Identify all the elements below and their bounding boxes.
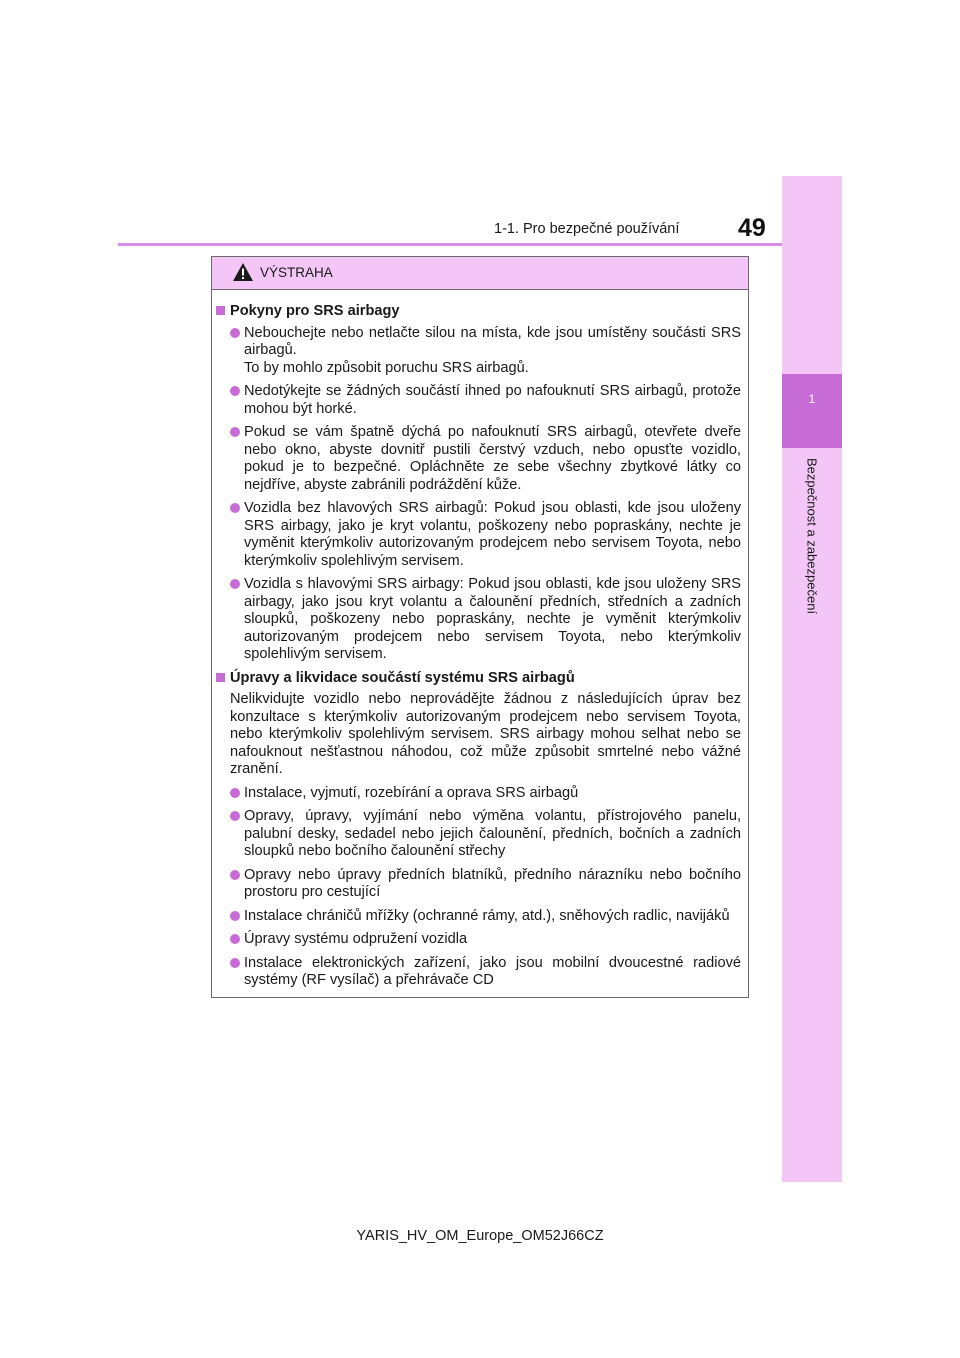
bullet-dot bbox=[230, 870, 240, 880]
list-item bbox=[216, 808, 741, 861]
list-item-text: Nebouchejte nebo netlačte silou na místa, kde jsou umístěny součásti SRS airbagů. bbox=[244, 324, 741, 358]
list-item bbox=[216, 955, 741, 990]
list-item-text: Pokud se vám špatně dýchá po nafouknutí SRS airbagů, otevřete dveře nebo okno, abyste dovnitř pustili čerstvý vzduch, nebo opusťte vozidlo, pokud je to bezpečné. Opláchněte ze sebe všechny zbytkové látky co nejdříve, abyste zabránili podráždění kůže. bbox=[244, 424, 741, 493]
section-heading bbox=[216, 303, 741, 321]
chapter-title: Bezpečnost a zabezpečení bbox=[804, 457, 820, 615]
list-item bbox=[216, 500, 741, 570]
bullet-dot bbox=[230, 934, 240, 944]
bullet-dot bbox=[230, 788, 240, 798]
list-item bbox=[216, 867, 741, 902]
list-item bbox=[216, 785, 741, 803]
section-marker bbox=[216, 306, 225, 315]
section-heading-text: Úpravy a likvidace součástí systému SRS airbagů bbox=[230, 669, 575, 686]
list-item bbox=[216, 325, 741, 378]
list-item-text: Vozidla s hlavovými SRS airbagy: Pokud jsou oblasti, kde jsou uloženy SRS airbagy, jako jsou kryt volantu a čalounění předních, středních a zadních sloupků, poškozeny nebo popraskány, nechte je vyměnit kterýmkoliv autorizovaným prodejcem nebo servisem Toyota, nebo kterýmkoliv spolehlivým servisem. bbox=[244, 576, 741, 662]
list-item bbox=[216, 931, 741, 949]
warning-title: VÝSTRAHA bbox=[260, 265, 333, 280]
list-item-text: Instalace elektronických zařízení, jako jsou mobilní dvoucestné radiové systémy (RF vysílač) a přehrávače CD bbox=[244, 954, 741, 988]
bullet-dot bbox=[230, 911, 240, 921]
bullet-dot bbox=[230, 427, 240, 437]
list-item bbox=[216, 424, 741, 494]
chapter-tab[interactable] bbox=[782, 374, 842, 448]
bullet-dot bbox=[230, 579, 240, 589]
bullet-dot bbox=[230, 811, 240, 821]
warning-header bbox=[212, 257, 748, 290]
warning-body bbox=[212, 290, 748, 990]
section-paragraph: Nelikvidujte vozidlo nebo neprovádějte žádnou z následujících úprav bez konzultace s kterýmkoliv autorizovaným prodejcem nebo servisem Toyota, nebo kterýmkoliv spolehlivým servisem. SRS airbagy mohou selhat nebo se nafouknout nešťastnou náhodou, což může způsobit smrtelné nebo vážné zranění. bbox=[230, 691, 741, 777]
list-item-text: Úpravy systému odpružení vozidla bbox=[244, 931, 468, 947]
list-item-text: Nedotýkejte se žádných součástí ihned po nafouknutí SRS airbagů, protože mohou být horké. bbox=[244, 383, 741, 417]
section-title: 1-1. Pro bezpečné používání bbox=[494, 221, 680, 237]
document-code: YARIS_HV_OM_Europe_OM52J66CZ bbox=[356, 1228, 604, 1244]
side-band bbox=[782, 176, 842, 1182]
warning-box bbox=[211, 256, 749, 998]
list-item bbox=[216, 908, 741, 926]
list-item-text: Opravy nebo úpravy předních blatníků, předního nárazníku nebo bočního prostoru pro cestující bbox=[244, 866, 741, 900]
warning-triangle-icon bbox=[232, 262, 254, 282]
bullet-dot bbox=[230, 328, 240, 338]
list-item-extra: To by mohlo způsobit poruchu SRS airbagů. bbox=[244, 359, 529, 376]
bullet-dot bbox=[230, 503, 240, 513]
section-marker bbox=[216, 673, 225, 682]
bullet-dot bbox=[230, 958, 240, 968]
page-number: 49 bbox=[738, 214, 766, 242]
section-heading bbox=[216, 670, 741, 688]
chapter-tab-number: 1 bbox=[808, 392, 816, 406]
section-heading-text: Pokyny pro SRS airbagy bbox=[230, 303, 400, 319]
list-item bbox=[216, 576, 741, 664]
list-item-text: Instalace, vyjmutí, rozebírání a oprava SRS airbagů bbox=[244, 784, 579, 801]
list-item-text: Opravy, úpravy, vyjímání nebo výměna volantu, přístrojového panelu, palubní desky, sedadel nebo jejich čalounění, předních, bočních a zadních sloupků nebo bočního čalounění střechy bbox=[244, 808, 741, 859]
list-item-text: Instalace chráničů mřížky (ochranné rámy, atd.), sněhových radlic, navijáků bbox=[244, 907, 730, 924]
list-item-text: Vozidla bez hlavových SRS airbagů: Pokud jsou oblasti, kde jsou uloženy SRS airbagy, jako je kryt volantu, poškozeny nebo popraskány, nechte je vyměnit kterýmkoliv autorizovaným prodejcem nebo servisem Toyota, nebo kterýmkoliv spolehlivým servisem. bbox=[244, 500, 741, 569]
bullet-dot bbox=[230, 386, 240, 396]
list-item bbox=[216, 383, 741, 418]
header-rule bbox=[118, 243, 782, 246]
